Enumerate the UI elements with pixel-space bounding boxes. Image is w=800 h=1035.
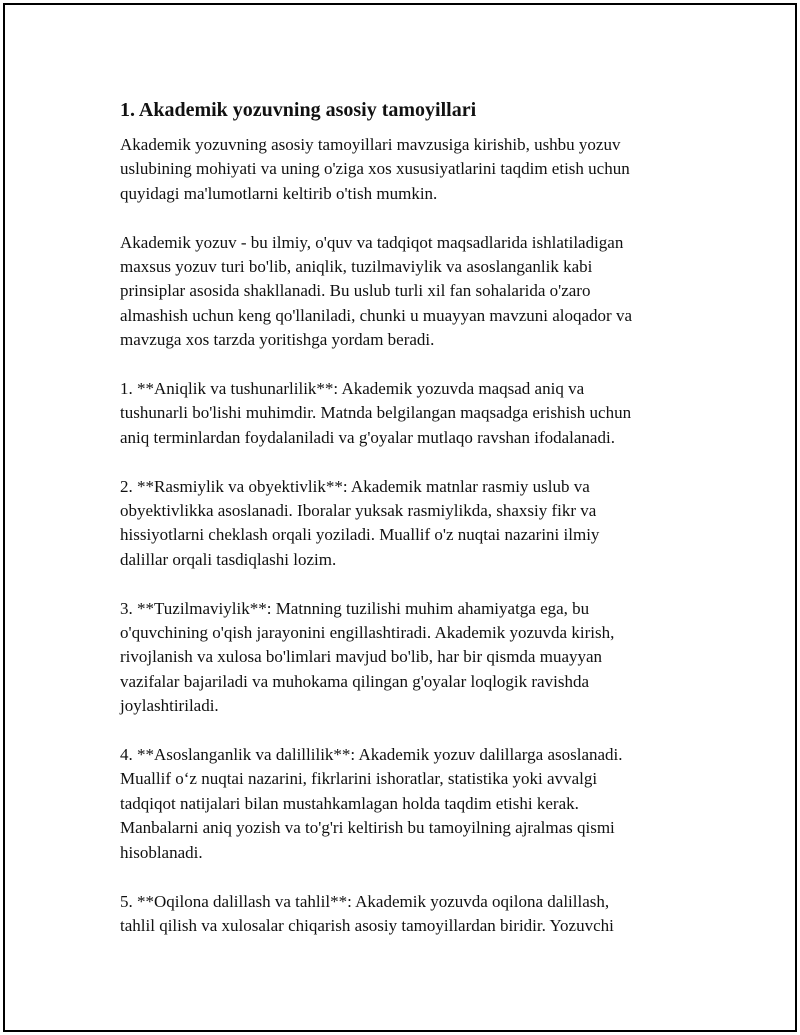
text-line: almashish uchun keng qo'llaniladi, chunki u muayyan mavzuni aloqador va <box>120 305 632 325</box>
text-line: mavzuga xos tarzda yoritishga yordam beradi. <box>120 330 435 350</box>
paragraph-intro <box>120 133 700 206</box>
text-line: uslubining mohiyati va uning o'ziga xos xususiyatlarini taqdim etish uchun <box>120 159 630 179</box>
paragraph-principle-1 <box>120 377 700 450</box>
text-line: joylashtiriladi. <box>120 696 219 716</box>
text-line: hissiyotlarni cheklash orqali yoziladi. Muallif o'z nuqtai nazarini ilmiy <box>120 525 600 545</box>
text-line: 1. **Aniqlik va tushunarlilik**: Akademik yozuvda maqsad aniq va <box>120 379 585 399</box>
text-line: obyektivlikka asoslanadi. Iboralar yuksak rasmiylikda, shaxsiy fikr va <box>120 501 597 521</box>
text-line: Akademik yozuvning asosiy tamoyillari mavzusiga kirishib, ushbu yozuv <box>120 135 621 154</box>
text-line: vazifalar bajariladi va muhokama qilingan g'oyalar loqlogik ravishda <box>120 671 589 691</box>
text-line: Manbalarni aniq yozish va to'g'ri keltirish bu tamoyilning ajralmas qismi <box>120 818 615 838</box>
paragraph-definition <box>120 231 700 353</box>
text-line: hisoblanadi. <box>120 842 203 862</box>
text-line: tushunarli bo'lishi muhimdir. Matnda belgilangan maqsadga erishish uchun <box>120 403 632 423</box>
text-line: aniq terminlardan foydalaniladi va g'oyalar mutlaqo ravshan ifodalanadi. <box>120 427 615 447</box>
text-line: o'quvchining o'qish jarayonini engillashtiradi. Akademik yozuvda kirish, <box>120 623 615 643</box>
text-line: 5. **Oqilona dalillash va tahlil**: Akademik yozuvda oqilona dalillash, <box>120 891 610 911</box>
text-line: 4. **Asoslanganlik va dalillilik**: Akademik yozuv dalillarga asoslanadi. <box>120 745 623 765</box>
document-title: 1. Akademik yozuvning asosiy tamoyillari <box>120 99 477 121</box>
text-line: rivojlanish va xulosa bo'limlari mavjud bo'lib, har bir qismda muayyan <box>120 647 603 667</box>
paragraph-principle-4 <box>120 743 700 865</box>
text-line: tahlil qilish va xulosalar chiqarish asosiy tamoyillardan biridir. Yozuvchi <box>120 915 614 935</box>
paragraph-principle-5 <box>120 890 700 939</box>
paragraph-principle-3 <box>120 597 700 719</box>
text-line: Muallif o‘z nuqtai nazarini, fikrlarini ishoratlar, statistika yoki avvalgi <box>120 769 598 789</box>
text-line: tadqiqot natijalari bilan mustahkamlagan holda taqdim etishi kerak. <box>120 793 579 813</box>
text-line: 2. **Rasmiylik va obyektivlik**: Akademik matnlar rasmiy uslub va <box>120 476 590 496</box>
text-line: 3. **Tuzilmaviylik**: Matnning tuzilishi muhim ahamiyatga ega, bu <box>120 598 590 618</box>
text-line: prinsiplar asosida shakllanadi. Bu uslub turli xil fan sohalarida o'zaro <box>120 281 591 301</box>
text-line: maxsus yozuv turi bo'lib, aniqlik, tuzilmaviylik va asoslanganlik kabi <box>120 257 593 277</box>
document-content <box>120 97 700 963</box>
text-line: dalillar orqali tasdiqlashi lozim. <box>120 549 337 569</box>
text-line: Akademik yozuv - bu ilmiy, o'quv va tadqiqot maqsadlarida ishlatiladigan <box>120 232 624 252</box>
document-page <box>3 3 797 1032</box>
paragraph-principle-2 <box>120 475 700 573</box>
text-line: quyidagi ma'lumotlarni keltirib o'tish mumkin. <box>120 183 438 203</box>
